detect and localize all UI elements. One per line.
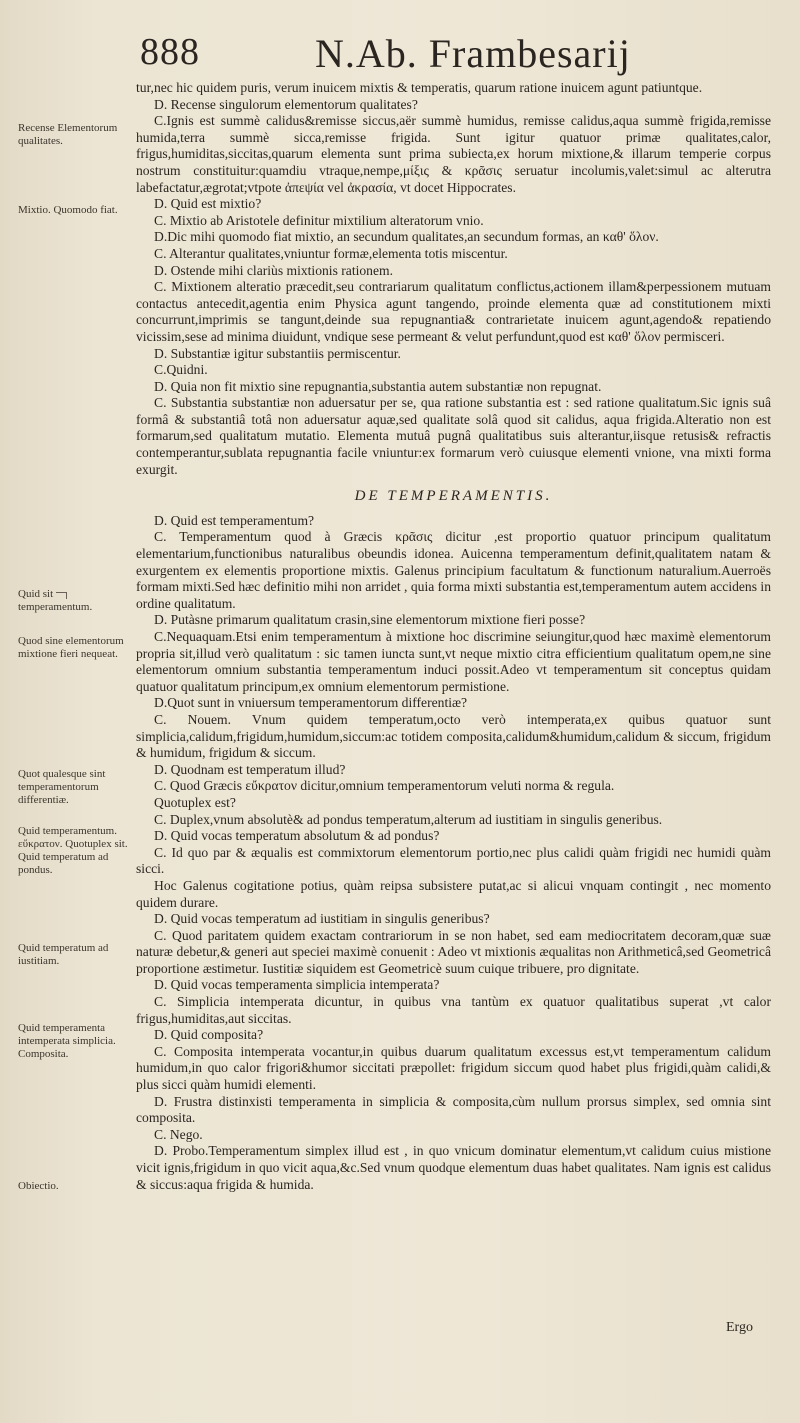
margin-note: Recense Elementorum qualitates. xyxy=(18,122,118,147)
paragraph: C. Alterantur qualitates,vniuntur formæ,elementa totis miscentur. xyxy=(154,245,508,261)
paragraph: C. Simplicia intemperata dicuntur, in quibus vna tantùm ex quatuor qualitatibus superat ,vt calor frigus,humiditas,aut siccitas. xyxy=(136,994,771,1026)
catchword: Ergo xyxy=(726,1320,753,1335)
paragraph: tur,nec hic quidem puris, verum inuicem mixtis & temperatis, quarum ratione inuicem agunt patiuntque. xyxy=(136,80,703,95)
margin-note: Quod sine elementorum mixtione fieri nequeat. xyxy=(18,635,124,660)
paragraph: C. Duplex,vnum absolutè& ad pondus temperatum,alterum ad iustitiam in singulis generibus. xyxy=(154,811,663,827)
paragraph: C. Nego. xyxy=(154,1126,203,1142)
paragraph: D. Probo.Temperamentum simplex illud est , in quo vnicum dominatur elementum,vt calidum cuius mistione vicit ignis,frigidum in quo vicit aqua,&c.Sed vnum quodque elementum duas habet qualitates. Nam ignis est calidus & siccus:aqua frigida & humida. xyxy=(136,1143,771,1192)
margin-note: Quot qualesque sint temperamentorum differentiæ. xyxy=(18,768,106,806)
margin-note: Quid temperatum ad iustitiam. xyxy=(18,942,109,967)
paragraph: D. Quid est mixtio? xyxy=(154,196,262,212)
margin-note: Quid temperamentum. εὔκρατον. Quotuplex sit. Quid temperatum ad pondus. xyxy=(18,825,128,876)
paragraph: D. Substantiæ igitur substantiis permiscentur. xyxy=(154,345,401,361)
paragraph: D. Quid vocas temperamenta simplicia intemperata? xyxy=(154,977,440,993)
page-header xyxy=(140,30,680,82)
margin-note: Quid sit temperamentum. xyxy=(18,588,93,613)
paragraph: D. Quid composita? xyxy=(154,1027,264,1043)
paragraph: C.Ignis est summè calidus&remisse siccus,aër summè humidus, remisse calidus,aqua summè frigida,remisse humida,terra summè sicca,remisse frigida. Sunt igitur quatuor primæ qualitates,calor, frigus,humiditas,siccitas,quarum elementa sunt prima subiecta,ex horum mixtione,& illarum temperie corpus nostrum constituitur:quamdiu vtraque,nempe,μίξις & κρᾶσις seruatur incolumis,valet:simul ac alterutra labefactatur,ægrotat;vtpote ἀπεψία vel ἀκρασία, vt docet Hippocrates. xyxy=(136,113,771,195)
text-block-mixtio xyxy=(136,80,771,478)
paragraph: D. Frustra distinxisti temperamenta in simplicia & composita,cùm nullum prorsus simplex, sed omnia sint composita. xyxy=(136,1093,771,1126)
paragraph: C. Quod Græcis εὔκρατον dicitur,omnium temperamentorum veluti norma & regula. xyxy=(154,778,615,794)
running-title: N.Ab. Frambesarij xyxy=(315,31,631,76)
margin-note: Quid temperamenta intemperata simplicia. Composita. xyxy=(18,1022,116,1060)
margin-note: Obiectio. xyxy=(18,1180,59,1192)
margin-note: Mixtio. Quomodo fiat. xyxy=(18,204,118,216)
text-block-temperamentis xyxy=(136,513,771,1193)
paragraph: C. Id quo par & æqualis est commixtorum elementorum portio,nec plus calidi quàm frigidi nec humidi quàm sicci. xyxy=(136,844,771,877)
section-heading: DE TEMPERAMENTIS. xyxy=(354,488,553,505)
paragraph: Quotuplex est? xyxy=(154,794,236,810)
paragraph: D. Putàsne primarum qualitatum crasin,sine elementorum mixtione fieri posse? xyxy=(154,612,586,628)
paragraph: C. Mixtionem alteratio præcedit,seu contrariarum qualitatum conflictus,actionem illam&perpessionem mutuam contactus antecedit,agentia enim Physica agunt tangendo, proinde elementa quæ ad constitutionem mixti concurrunt,imprimis se tangunt,deinde sua repugnantia& contrarietate inuicem agunt,agendo& repatiendo vicissim,sese ad minima diuidunt, vndique sese permeant & velut perfundunt,quod est καθ' ὅλον permisceri. xyxy=(136,279,771,344)
paragraph: C.Quidni. xyxy=(154,362,208,378)
paragraph: C. Temperamentum quod à Græcis κρᾶσις dicitur ,est proportio quatuor principum qualitatum elementarium,functionibus naturalibus obeundis idonea. Auicenna temperamentum definit,qualitatem natam & exurgentem ex elementis proportione mixtis. Galenus principium facultatum & functionum naturalium.Auerroës formam mixti.Sed hæc definitio mihi non arridet , quia forma mixti substantia est,temperamentum autem accidens in ordine qualitatum. xyxy=(136,529,771,611)
paragraph: D. Quodnam est temperatum illud? xyxy=(154,761,346,777)
margin-mark xyxy=(56,592,67,599)
paragraph: C. Substantia substantiæ non aduersatur per se, qua ratione substantia est : sed ratione qualitatum.Sic ignis suâ formâ & substantiâ totâ non aduersatur aquæ,sed qualitate solâ quod sit calidus, aqua frigida.Alteratio non est formarum,sed qualitatum mutatio. Elementa mutuâ pugnâ qualitatibus suis alterantur,iisque retusis& refractis contemperantur,sublata repugnantia facile vniuntur:ex formarum verò cuiusque elementi vnione, vna mixti forma exurgit. xyxy=(136,395,771,477)
paragraph: C. Mixtio ab Aristotele definitur mixtilium alteratorum vnio. xyxy=(154,212,484,228)
paragraph: C. Nouem. Vnum quidem temperatum,octo verò intemperata,ex quibus quatuor sunt simplicia,calidum,frigidum,humidum,siccum:ac totidem composita,calidum&humidum,calidum & siccum, frigidum & humidum, frigidum & siccum. xyxy=(136,711,771,761)
paragraph: D. Quia non fit mixtio sine repugnantia,substantia autem substantiæ non repugnat. xyxy=(154,378,602,394)
paragraph: D. Ostende mihi clariùs mixtionis rationem. xyxy=(154,262,393,278)
paragraph: D.Dic mihi quomodo fiat mixtio, an secundum qualitates,an secundum formas, an καθ' ὅλον. xyxy=(154,229,659,245)
paragraph: C.Nequaquam.Etsi enim temperamentum à mixtione hoc discrimine seiungitur,quod hæc maximè elementorum propria sit,illud verò qualitatum : sic tamen iuncta sunt,vt neque mixtio citra efficientium qualitatum opem,ne sine elementorum omnium substantia temperamentum induci possit.Adeo vt temperamentum sit conceptus quidam quatuor qualitatum principum,ex omnium elementorum permistione. xyxy=(136,629,771,694)
paragraph: D.Quot sunt in vniuersum temperamentorum differentiæ? xyxy=(154,695,468,711)
paragraph: D. Quid vocas temperatum ad iustitiam in singulis generibus? xyxy=(154,911,490,927)
main-text xyxy=(136,80,771,1193)
paragraph: C. Composita intemperata vocantur,in quibus duarum qualitatum excessus est,vt temperamentum calidum humidum,in quo calor frigori&humor siccitati præpollet: frigidum siccum quod habet plus frigidi,quàm calidi,& plus sicci quàm humidi elementi. xyxy=(136,1043,771,1093)
paragraph: D. Quid vocas temperatum absolutum & ad pondus? xyxy=(154,828,440,844)
page-number: 888 xyxy=(140,31,200,73)
paragraph: D. Recense singulorum elementorum qualitates? xyxy=(154,96,418,112)
paragraph: D. Quid est temperamentum? xyxy=(154,512,315,528)
paragraph: Hoc Galenus cogitatione potius, quàm reipsa subsistere putat,ac si alicui vnquam contingit , nec momento quidem durare. xyxy=(136,877,771,910)
paragraph: C. Quod paritatem quidem exactam contrariorum in se non habet, sed eam mediocritatem decoram,quæ suæ naturæ debetur,& generi aut speciei maximè conuenit : Adeo vt mixtionis æqualitas non Arithmeticâ,sed Geometricâ proportione æstimetur. Iustitiæ siquidem est Geometricè suum cuique tribuere, pro dignitate. xyxy=(136,927,771,976)
